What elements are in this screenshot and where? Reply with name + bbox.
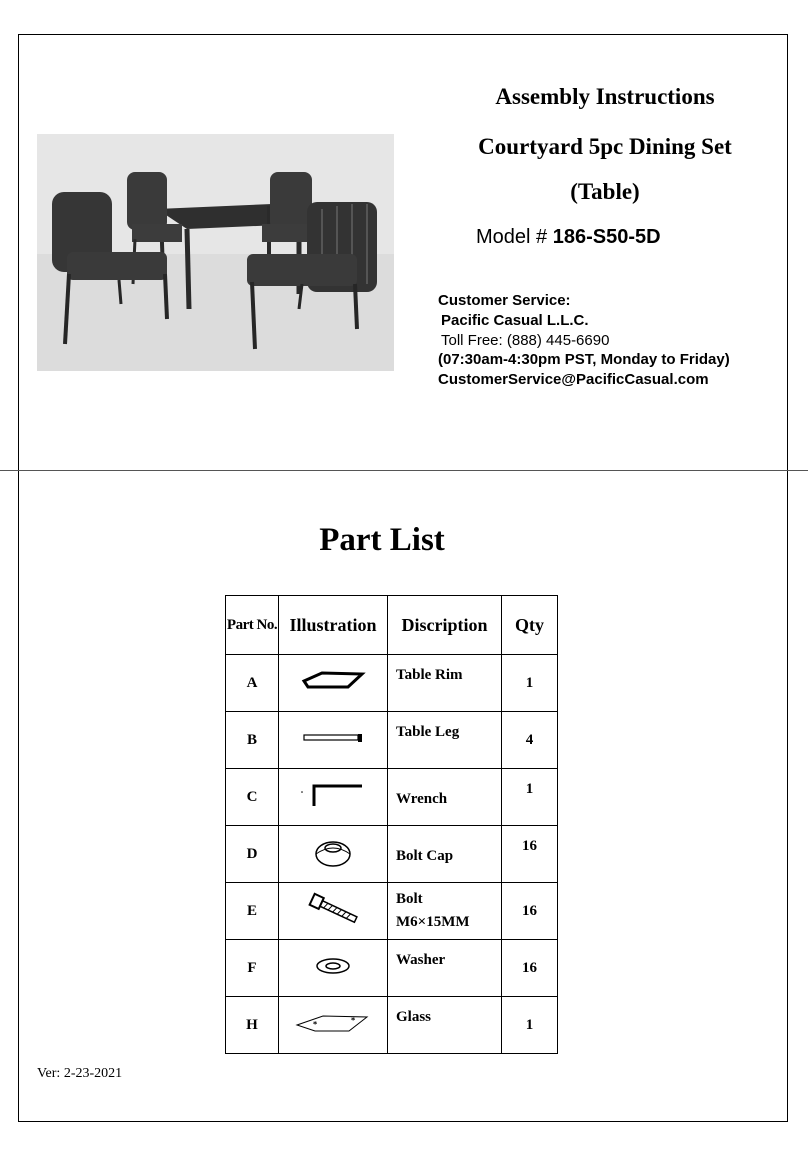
company-name: Pacific Casual L.L.C. [441,312,589,329]
model-value: 186-S50-5D [552,226,661,248]
product-photo [37,134,394,371]
svg-text:*: * [313,1019,318,1029]
section-divider [0,470,808,471]
table-rim-icon [298,669,368,693]
part-description: Bolt [396,891,423,907]
part-letter: B [226,712,279,769]
document-title: Assembly Instructions [495,84,715,109]
part-description: Bolt Cap [396,848,454,864]
product-name: Courtyard 5pc Dining Set [478,134,732,159]
part-list-title: Part List [319,522,445,558]
part-qty: 1 [502,655,558,712]
bolt-cap-icon [298,834,368,870]
table-header-row [226,596,558,655]
part-letter: A [226,655,279,712]
customer-service-heading: Customer Service: [438,292,571,309]
part-size: M6×15MM [396,914,470,930]
table-row [226,769,558,826]
dining-set-image [37,134,394,371]
part-description: Wrench [396,791,448,807]
service-hours: (07:30am-4:30pm PST, Monday to Friday) [438,351,730,368]
part-description: Glass [396,1009,432,1025]
part-description: Washer [396,952,446,968]
part-description: Table Rim [396,667,463,683]
table-row [226,997,558,1054]
part-description: Table Leg [396,724,460,740]
part-letter: E [226,883,279,940]
bolt-icon [298,889,368,929]
table-row [226,883,558,940]
part-qty: 1 [525,781,534,797]
washer-icon [298,954,368,978]
product-subtitle: (Table) [570,179,640,204]
phone-number: Toll Free: (888) 445-6690 [441,332,610,349]
part-qty: 1 [502,997,558,1054]
column-header-illustration: Illustration [279,596,388,655]
part-qty: 16 [522,903,537,919]
part-qty: 4 [502,712,558,769]
table-row [226,940,558,997]
glass-icon [293,1011,373,1035]
table-row [226,826,558,883]
wrench-icon [298,780,368,810]
part-qty: 16 [522,838,537,854]
part-letter: H [226,997,279,1054]
part-list-table [225,595,558,1054]
svg-text:*: * [351,1015,356,1025]
table-row [226,712,558,769]
column-header-part: Part No. [226,596,279,655]
column-header-qty: Qty [502,596,558,655]
column-header-description: Discription [388,596,502,655]
model-number [476,226,661,249]
part-qty: 16 [502,940,558,997]
part-letter: C [226,769,279,826]
part-letter: F [226,940,279,997]
part-letter: D [226,826,279,883]
service-email[interactable]: CustomerService@PacificCasual.com [438,371,709,388]
model-prefix: Model # [476,226,553,248]
version-label: Ver: 2-23-2021 [37,1066,123,1081]
table-row [226,655,558,712]
table-leg-icon [298,730,368,746]
